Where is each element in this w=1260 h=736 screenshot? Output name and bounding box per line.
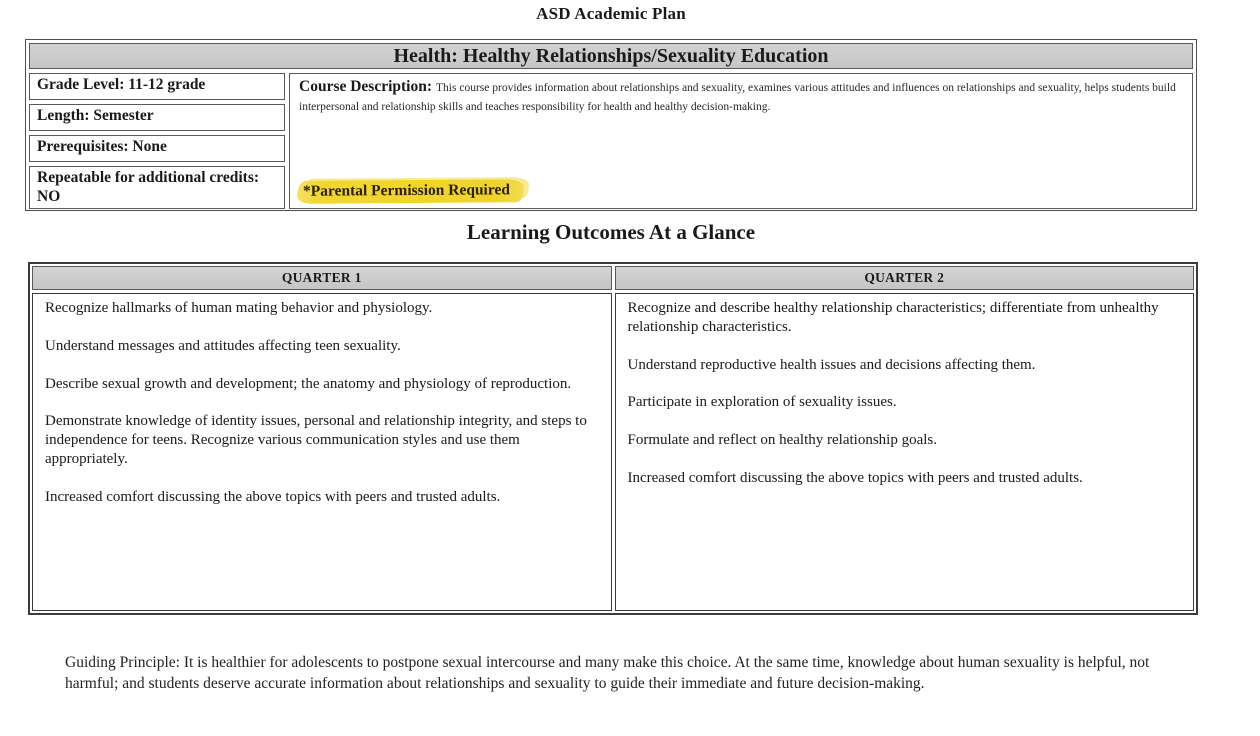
outcome-item: Describe sexual growth and development; the anatomy and physiology of reproduction. — [45, 375, 572, 392]
outcome-item: Understand messages and attitudes affecting teen sexuality. — [45, 337, 401, 354]
outcome-item: Recognize and describe healthy relationship characteristics; differentiate from unhealthy relationship characteristics. — [627, 300, 1159, 335]
course-title-header: Health: Healthy Relationships/Sexuality Education — [29, 43, 1193, 69]
repeatable-cell: Repeatable for additional credits: NO — [29, 166, 285, 209]
length-cell: Length: Semester — [29, 104, 285, 131]
course-description-cell — [289, 73, 1193, 209]
course-info-table — [25, 39, 1197, 211]
course-description-label: Course Description: — [299, 78, 433, 95]
quarter-2-cell — [615, 293, 1195, 611]
course-info-column — [29, 73, 285, 209]
outcome-item: Demonstrate knowledge of identity issues, personal and relationship integrity, and steps to independence for teens. Recognize various communication styles and use them appropriately. — [45, 413, 587, 467]
quarter-1-header: QUARTER 1 — [32, 266, 612, 290]
outcomes-header-row — [32, 266, 1194, 290]
course-description-text: This course provides information about relationships and sexuality, examines various attitudes and influences on relationships and sexuality, helps students build interpersonal and relationship skills and teaches responsibility for health and healthy decision-making. — [299, 82, 1176, 113]
page-title: ASD Academic Plan — [536, 4, 686, 23]
outcome-item: Understand reproductive health issues and decisions affecting them. — [627, 356, 1036, 373]
parental-permission-highlight: *Parental Permission Required — [297, 179, 524, 204]
outcome-item: Participate in exploration of sexuality issues. — [627, 394, 897, 411]
quarter-1-cell — [32, 293, 612, 611]
course-table-body — [29, 73, 1193, 209]
quarter-2-header: QUARTER 2 — [615, 266, 1195, 290]
outcomes-table — [28, 262, 1198, 615]
outcomes-body-row — [32, 293, 1194, 611]
outcome-item: Formulate and reflect on healthy relationship goals. — [627, 432, 937, 448]
outcome-item: Increased comfort discussing the above topics with peers and trusted adults. — [45, 488, 501, 505]
prerequisites-cell: Prerequisites: None — [29, 135, 285, 162]
guiding-principle-paragraph: Guiding Principle: It is healthier for adolescents to postpone sexual intercourse and many make this choice. At the same time, knowledge about human sexuality is helpful, not harmful; and students deserve accurate information about relationships and sexuality to guide their immediate and future decision-making. — [65, 654, 1150, 693]
outcome-item: Increased comfort discussing the above topics with peers and trusted adults. — [627, 469, 1083, 486]
outcome-item: Recognize hallmarks of human mating behavior and physiology. — [45, 300, 433, 316]
outcomes-heading: Learning Outcomes At a Glance — [466, 220, 756, 244]
grade-level-cell: Grade Level: 11-12 grade — [29, 73, 285, 100]
